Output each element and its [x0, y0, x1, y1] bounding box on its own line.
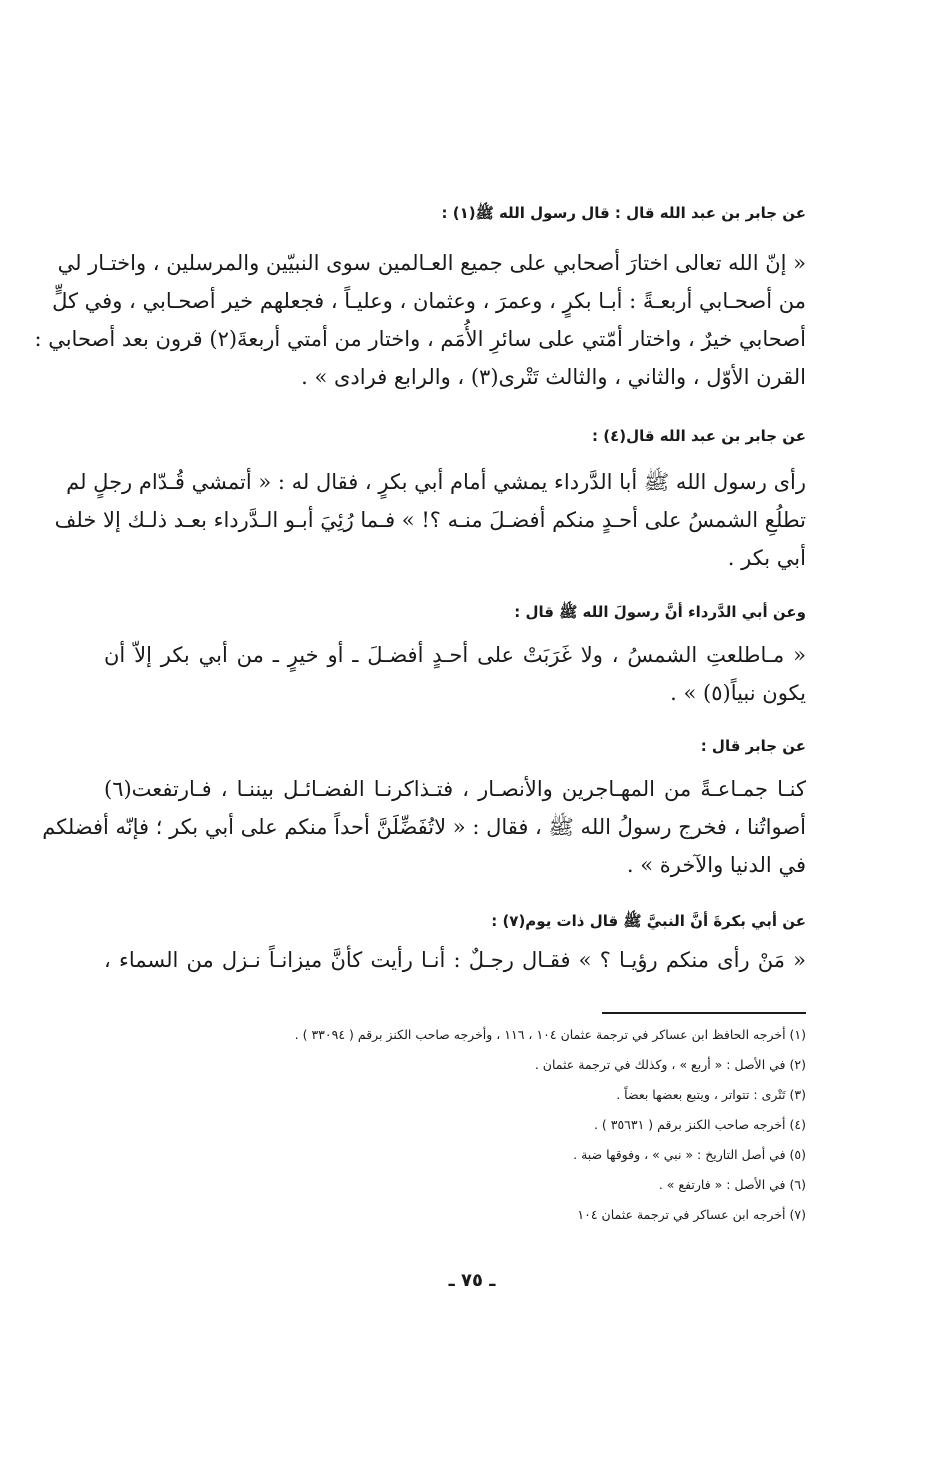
footnote-6: (٦) في الأصل : « فارتفع » . — [658, 1177, 806, 1192]
page-number: ـ ٧٥ ـ — [448, 1270, 496, 1291]
footnotes — [104, 1020, 806, 1230]
hadith-text-2 — [54, 463, 806, 577]
text-line: أبي بكر . — [727, 546, 806, 570]
footnote-2: (٢) في الأصل : « أربع » ، وكذلك في ترجمة عثمان . — [534, 1057, 806, 1072]
text-line: في الدنيا والآخرة » . — [626, 853, 806, 877]
hadith-heading-5: عن أبي بكرةَ أنَّ النبيَّ ﷺ قال ذات يوم(٧) : — [491, 912, 806, 930]
hadith-text-5 — [104, 941, 806, 979]
text-line: أصحابي خيرٌ ، واختار أمّتي على سائرِ الأُمَم ، واختار من أمتي أربعةَ(٢) قرون بعد أصحابي : — [34, 327, 806, 351]
text-line: يكون نبياً(٥) » . — [670, 681, 806, 705]
footnote-7: (٧) أخرجه ابن عساكر في ترجمة عثمان ١٠٤ — [577, 1207, 806, 1222]
footnote-divider — [602, 1012, 806, 1014]
text-line: القرن الأوّل ، والثاني ، والثالث تَتْرى(٣) ، والرابع فرادى » . — [301, 365, 806, 389]
text-line: أصواتُنا ، فخرج رسولُ الله ﷺ ، فقال : « لاتُفَضِّلَنَّ أحداً منكم على أبي بكر ؛ فإنّه أفضلكم — [42, 815, 806, 839]
footnote-5: (٥) في أصل التاريخ : « نبي » ، وفوقها ضبة . — [573, 1147, 806, 1162]
hadith-text-4 — [42, 770, 806, 884]
footnote-3: (٣) تَتْرى : تتواتر ، ويتبع بعضها بعضاً . — [616, 1087, 806, 1102]
hadith-heading-2: عن جابر بن عبد الله قال(٤) : — [592, 427, 806, 445]
text-line: من أصحـابي أربعـةً : أبـا بكرٍ ، وعمرَ ، وعثمان ، وعليـاً ، فجعلهم خير أصحـابي ، وفي كلٍّ — [52, 289, 806, 313]
hadith-heading-3: وعن أبي الدَّرداء أنَّ رسولَ الله ﷺ قال : — [514, 603, 806, 621]
footnote-4: (٤) أخرجه صاحب الكنز برقم ( ٣٥٦٣١ ) . — [593, 1117, 806, 1132]
text-line: « مـاطلعتِ الشمسُ ، ولا غَرَبَتْ على أحـدٍ أفضـلَ ـ أو خيرٍ ـ من أبي بكر إلاّ أن — [104, 643, 806, 667]
text-line: تطلُعِ الشمسُ على أحـدٍ منكم أفضـلَ منـه ؟! » فـما رُئِيَ أبـو الـدَّرداء بعـد ذلـك إلا خلف — [54, 508, 806, 532]
hadith-text-3 — [104, 636, 806, 712]
text-line: رأى رسول الله ﷺ أبا الدَّرداء يمشي أمام أبي بكرٍ ، فقال له : « أتمشي قُـدّام رجلٍ لم — [66, 470, 806, 494]
hadith-heading-1: عن جابر بن عبد الله قال : قال رسول الله ﷺ(١) : — [441, 204, 806, 222]
text-line: « مَنْ رأى منكم رؤيـا ؟ » فقـال رجـلٌ : أنـا رأيت كأنَّ ميزانـاً نـزل من السماء ، — [104, 948, 806, 972]
text-line: كنـا جمـاعـةً من المهـاجرين والأنصـار ، فتـذاكرنـا الفضـائـل بيننـا ، فـارتفعت(٦) — [104, 777, 806, 801]
footnote-1: (١) أخرجه الحافظ ابن عساكر في ترجمة عثمان ١٠٤ ، ١١٦ ، وأخرجه صاحب الكنز برقم ( ٣٣٠٩٤ ) . — [294, 1027, 806, 1042]
hadith-heading-4: عن جابر قال : — [700, 737, 806, 755]
hadith-text-1 — [34, 244, 806, 396]
text-line: « إنّ الله تعالى اختارَ أصحابي على جميع العـالمين سوى النبيّين والمرسلين ، واختـار لي — [57, 251, 806, 275]
